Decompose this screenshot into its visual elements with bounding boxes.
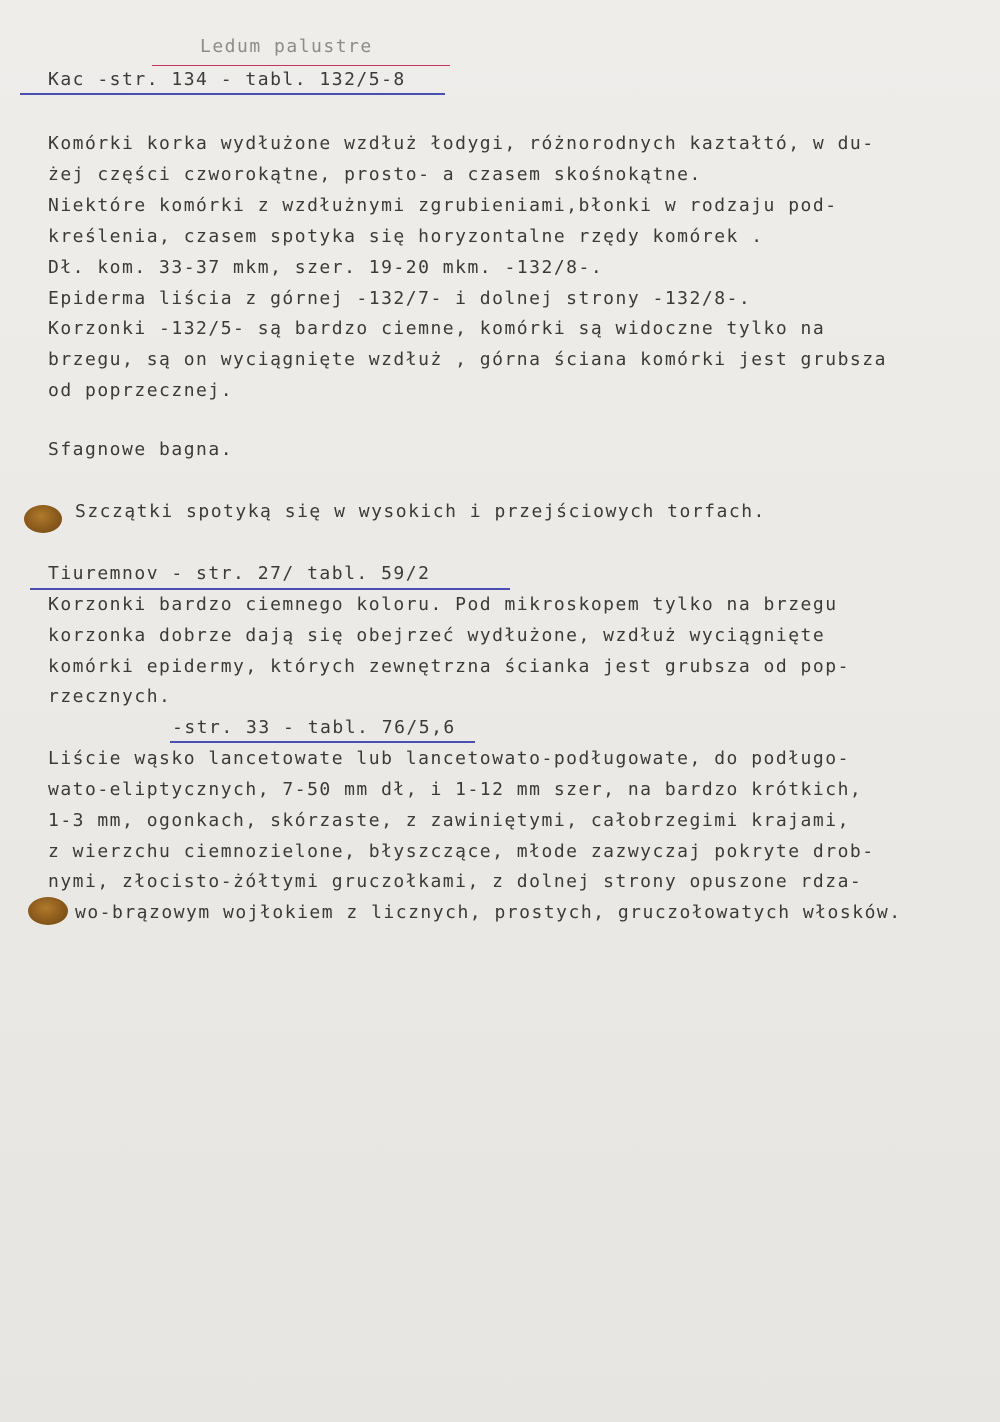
wax-stain-icon	[28, 897, 68, 925]
blue-underline	[30, 588, 510, 590]
text-line: korzonka dobrze dają się obejrzeć wydłużone, wzdłuż wyciągnięte	[48, 625, 826, 646]
text-line: żej części czworokątne, prosto- a czasem skośnokątne.	[48, 164, 702, 185]
kac-reference: Kac -str. 134 - tabl. 132/5-8	[48, 69, 406, 90]
text-line: Komórki korka wydłużone wzdłuż łodygi, różnorodnych kaztałtó, w du-	[48, 133, 875, 154]
habitat-line: Sfagnowe bagna.	[48, 439, 234, 460]
text-line: Niektóre komórki z wzdłużnymi zgrubieniami,błonki w rodzaju pod-	[48, 195, 838, 216]
species-title: Ledum palustre	[200, 36, 373, 57]
text-line: brzegu, są on wyciągnięte wzdłuż , górna ściana komórki jest grubsza	[48, 349, 887, 370]
blue-underline	[20, 93, 445, 95]
text-line: od poprzecznej.	[48, 380, 234, 401]
text-line: z wierzchu ciemnozielone, błyszczące, młode zazwyczaj pokryte drob-	[48, 841, 875, 862]
text-line: komórki epidermy, których zewnętrzna ścianka jest grubsza od pop-	[48, 656, 850, 677]
text-line: Dł. kom. 33-37 mkm, szer. 19-20 mkm. -132/8-.	[48, 257, 604, 278]
text-line: rzecznych.	[48, 686, 172, 707]
text-line: Liście wąsko lancetowate lub lancetowato-podługowate, do podługo-	[48, 748, 850, 769]
tiuremnov-reference-2: -str. 33 - tabl. 76/5,6	[172, 717, 456, 738]
wax-stain-icon	[24, 505, 62, 533]
tiuremnov-reference: Tiuremnov - str. 27/ tabl. 59/2	[48, 563, 431, 584]
text-line: Epiderma liścia z górnej -132/7- i dolnej strony -132/8-.	[48, 288, 752, 309]
text-line: Korzonki bardzo ciemnego koloru. Pod mikroskopem tylko na brzegu	[48, 594, 838, 615]
text-line: Korzonki -132/5- są bardzo ciemne, komórki są widoczne tylko na	[48, 318, 826, 339]
text-line: 1-3 mm, ogonkach, skórzaste, z zawiniętymi, całobrzegimi krajami,	[48, 810, 850, 831]
blue-underline	[170, 741, 475, 743]
text-line: wo-brązowym wojłokiem z licznych, prostych, gruczołowatych włosków.	[75, 902, 902, 923]
text-line: wato-eliptycznych, 7-50 mm dł, i 1-12 mm szer, na bardzo krótkich,	[48, 779, 863, 800]
remains-line: Szczątki spotyką się w wysokich i przejściowych torfach.	[75, 501, 766, 522]
red-underline	[152, 65, 450, 66]
text-line: kreślenia, czasem spotyka się horyzontalne rzędy komórek .	[48, 226, 764, 247]
text-line: nymi, złocisto-żółtymi gruczołkami, z dolnej strony opuszone rdza-	[48, 871, 863, 892]
